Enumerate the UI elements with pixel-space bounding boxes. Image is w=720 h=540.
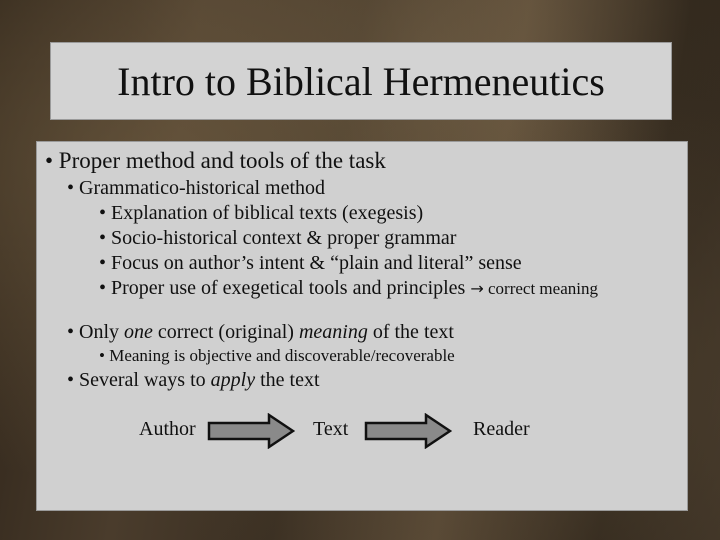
flow-text-label: Text [313, 418, 349, 440]
bullet-grammatico-historical: • Grammatico-historical method [67, 177, 326, 199]
bullet-socio-historical: • Socio-historical context & proper grammar [99, 227, 457, 249]
correct-meaning-text: correct meaning [483, 279, 598, 298]
one-meaning-post: of the text [367, 321, 454, 343]
slide-title: Intro to Biblical Hermeneutics [117, 58, 605, 104]
meaning-emphasis: meaning [298, 321, 368, 343]
one-meaning-mid: correct (original) [152, 321, 299, 343]
one-meaning-pre: • Only [67, 321, 125, 343]
bullet-several-ways [67, 369, 320, 392]
flow-author-label: Author [139, 418, 196, 440]
one-emphasis: one [124, 321, 153, 343]
bullet-exegetical-tools [99, 277, 598, 300]
arrow-shape [366, 415, 450, 447]
bullet-proper-method: • Proper method and tools of the task [45, 148, 386, 173]
slide-content-box [36, 141, 688, 511]
bullet-exegetical-tools-text: • Proper use of exegetical tools and principles [99, 277, 466, 299]
bullet-meaning-objective: • Meaning is objective and discoverable/recoverable [99, 346, 455, 365]
flow-arrow-icon [207, 413, 295, 449]
right-arrow-icon: → [470, 279, 484, 298]
bullet-explanation: • Explanation of biblical texts (exegesis) [99, 202, 424, 224]
flow-reader-label: Reader [473, 418, 530, 440]
several-ways-post: the text [255, 369, 320, 391]
bullet-one-meaning [67, 321, 454, 344]
arrow-shape [209, 415, 293, 447]
bullet-author-intent: • Focus on author’s intent & “plain and literal” sense [99, 252, 522, 274]
apply-emphasis: apply [210, 369, 256, 391]
flow-arrow-icon [364, 413, 452, 449]
several-ways-pre: • Several ways to [67, 369, 211, 391]
slide-title-box [50, 42, 672, 120]
